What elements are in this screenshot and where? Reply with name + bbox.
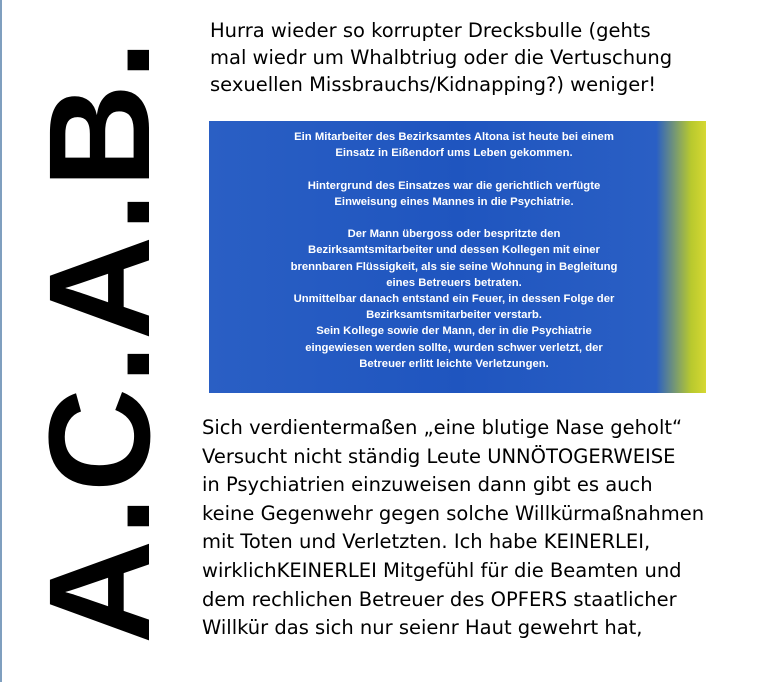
news-line: Betreuer erlitt leichte Verletzungen. [359,357,549,370]
comment-line: dem rechlichen Betreuer des OPFERS staatlicher [202,587,677,611]
news-line: Bezirksamtsmitarbeiter verstarb. [366,309,542,322]
vertical-title-acab: A.C.A.B. [19,36,180,644]
news-line: Hintergrund des Einsatzes war die gerichtlich verfügte [307,179,601,192]
comment-line: wirklichKEINERLEI Mitgefühl für die Beamten und [202,558,682,582]
news-line: brennbaren Flüssigkeit, als sie seine Wohnung in Begleitung [290,260,618,273]
left-border-line [0,0,2,682]
intro-line: sexuellen Missbrauchs/Kidnapping?) weniger! [210,73,657,96]
comment-line: Willkür das sich nur seienr Haut gewehrt hat, [202,616,643,640]
news-line: Ein Mitarbeiter des Bezirksamtes Altona ist heute bei einem [294,131,614,143]
news-line: Unmittelbar danach entstand ein Feuer, in dessen Folge der [293,293,615,305]
comment-line: mit Toten und Verletzten. Ich habe KEINERLEI, [202,530,651,554]
comment-line: keine Gegenwehr gegen solche Willkürmaßnahmen [202,501,705,525]
news-line: Der Mann übergoss oder bespritzte den [347,228,561,241]
news-line: eingewiesen werden sollte, wurden schwer verletzt, der [305,341,603,354]
news-line: Bezirksamtsmitarbeiter und dessen Kollegen mit einer [308,244,600,257]
news-line: Einsatz in Eißendorf ums Leben gekommen. [335,147,573,160]
intro-line: Hurra wieder so korrupter Drecksbulle (gehts [210,19,651,42]
news-gap [209,161,699,177]
news-screenshot-box [209,121,706,393]
news-line: Einweisung eines Mannes in die Psychiatrie. [334,195,574,208]
news-line: eines Betreuers betraten. [386,276,522,289]
news-line: Sein Kollege sowie der Mann, der in die Psychiatrie [316,325,592,338]
intro-text [210,17,755,98]
comment-line: Versucht nicht ständig Leute UNNÖTOGERWEISE [202,444,676,468]
intro-line: mal wiedr um Whalbtriug oder die Vertuschung [210,46,673,69]
comment-text [202,414,758,643]
news-text [209,129,699,372]
comment-line: in Psychiatrien einzuweisen dann gibt es auch [202,473,653,497]
news-gap [209,210,699,226]
comment-line: Sich verdientermaßen „eine blutige Nase geholt“ [202,416,683,439]
